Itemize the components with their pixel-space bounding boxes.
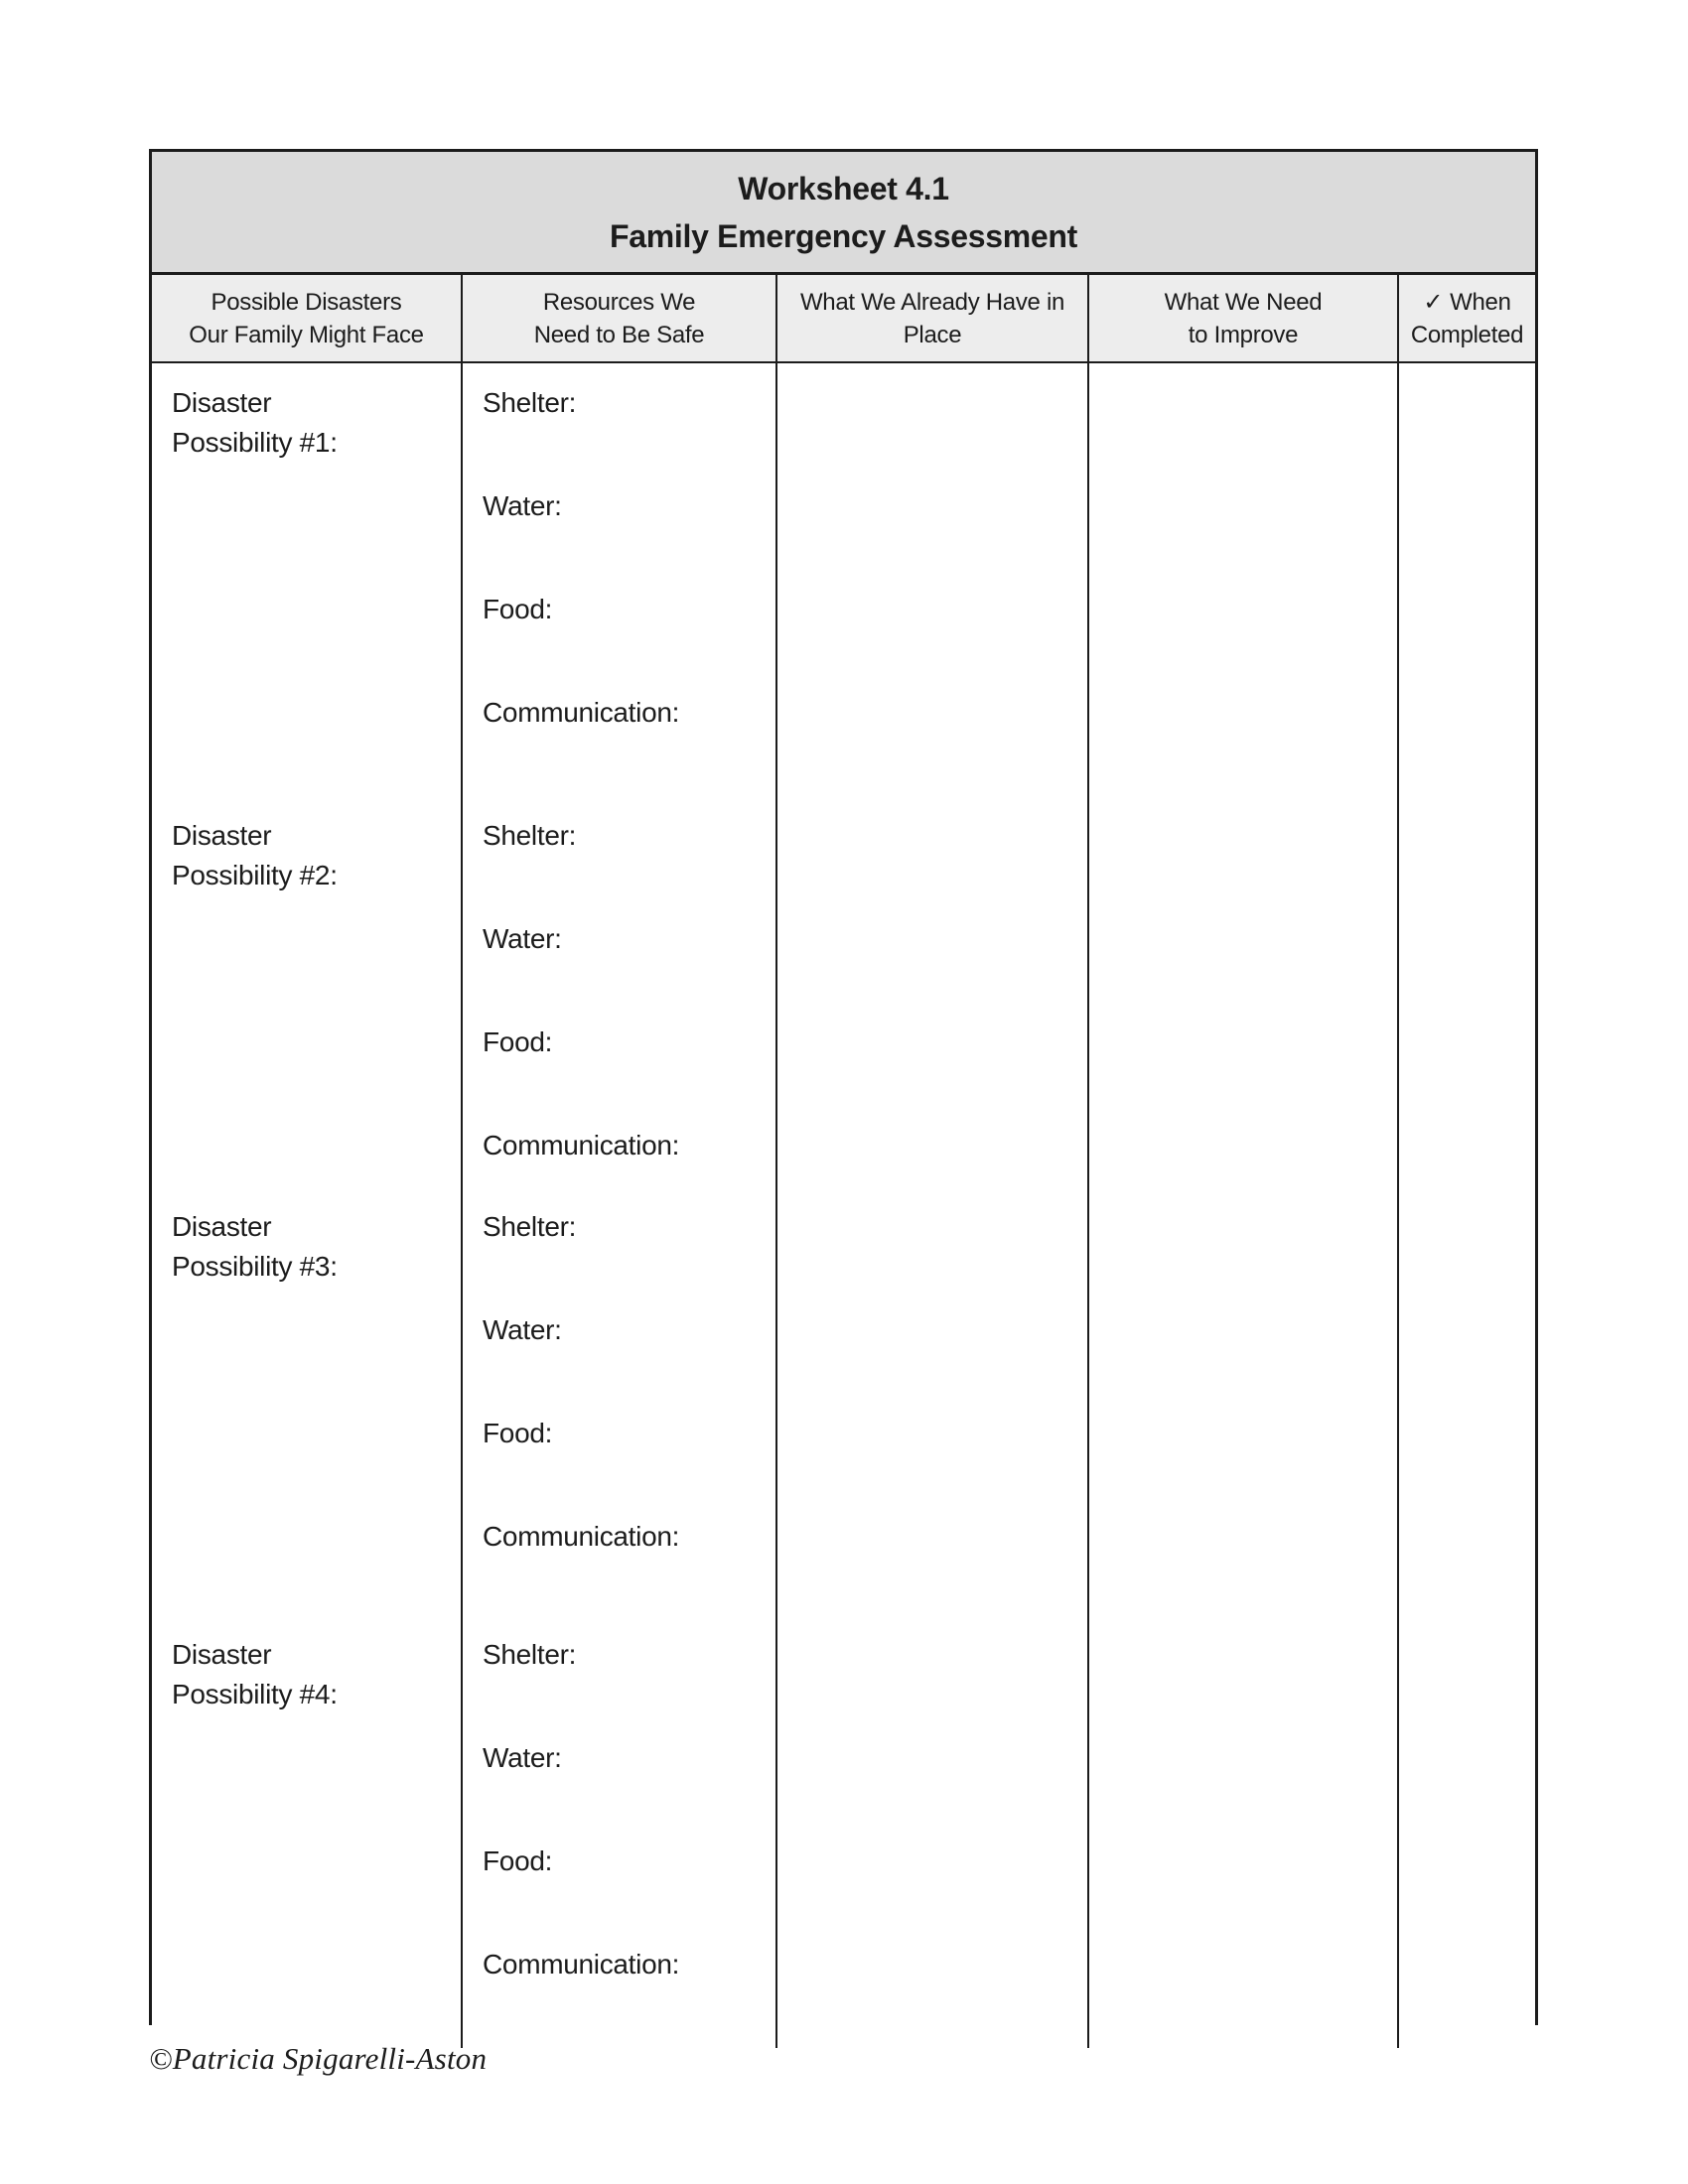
when-completed-blank-cell-1 (1399, 363, 1535, 798)
header-line: Possible Disasters (211, 288, 402, 316)
table-row-disaster-3 (152, 1187, 1535, 1615)
header-line (1423, 286, 1510, 319)
need-to-improve-blank-cell-1 (1089, 363, 1399, 798)
header-line: When (1450, 288, 1511, 316)
when-completed-blank-cell-2 (1399, 796, 1535, 1231)
water-label: Water: (483, 1314, 562, 1345)
table-row-disaster-2 (152, 796, 1535, 1187)
header-line: to Improve (1188, 321, 1299, 348)
need-to-improve-blank-cell-3 (1089, 1187, 1399, 1622)
column-header-when-completed (1399, 275, 1535, 363)
disaster-label-line: Disaster (172, 1639, 272, 1670)
food-label: Food: (483, 1026, 553, 1057)
communication-label: Communication: (483, 1521, 680, 1552)
resources-cell-3 (463, 1187, 777, 1622)
resources-cell-4 (463, 1615, 777, 2048)
column-header-already-have (777, 275, 1089, 363)
worksheet-number-title: Worksheet 4.1 (738, 170, 949, 206)
column-header-row (152, 275, 1535, 363)
header-line: What We Already Have in (799, 288, 1065, 316)
column-header-possible-disasters (152, 275, 463, 363)
header-line: Completed (1410, 321, 1524, 348)
water-label: Water: (483, 490, 562, 521)
disaster-label-cell-1 (152, 363, 463, 798)
shelter-label: Shelter: (483, 1211, 577, 1242)
header-line: Need to Be Safe (533, 321, 705, 348)
disaster-label-line: Disaster (172, 387, 272, 418)
when-completed-blank-cell-3 (1399, 1187, 1535, 1622)
disaster-label-line: Possibility #2: (172, 860, 338, 890)
resources-cell-2 (463, 796, 777, 1231)
when-completed-blank-cell-4 (1399, 1615, 1535, 2048)
header-line: Place (903, 321, 962, 348)
need-to-improve-blank-cell-4 (1089, 1615, 1399, 2048)
header-line: What We Need (1164, 288, 1323, 316)
disaster-label-line: Possibility #3: (172, 1251, 338, 1282)
disaster-label-line: Possibility #4: (172, 1679, 338, 1709)
header-line: Resources We (542, 288, 696, 316)
water-label: Water: (483, 1742, 562, 1773)
disaster-label-cell-2 (152, 796, 463, 1231)
already-have-blank-cell-1 (777, 363, 1089, 798)
communication-label: Communication: (483, 1130, 680, 1160)
shelter-label: Shelter: (483, 387, 577, 418)
already-have-blank-cell-3 (777, 1187, 1089, 1622)
communication-label: Communication: (483, 1949, 680, 1979)
column-header-resources-needed (463, 275, 777, 363)
shelter-label: Shelter: (483, 820, 577, 851)
title-bar (152, 152, 1535, 275)
water-label: Water: (483, 923, 562, 954)
shelter-label: Shelter: (483, 1639, 577, 1670)
disaster-label-line: Possibility #1: (172, 427, 338, 458)
worksheet-name-title: Family Emergency Assessment (610, 217, 1077, 254)
worksheet-table (149, 149, 1538, 2025)
checkmark-icon: ✓ (1423, 288, 1444, 316)
communication-label: Communication: (483, 697, 680, 728)
disaster-label-line: Disaster (172, 1211, 272, 1242)
column-header-need-to-improve (1089, 275, 1399, 363)
table-row-disaster-4 (152, 1615, 1535, 2048)
disaster-label-cell-4 (152, 1615, 463, 2048)
disaster-label-line: Disaster (172, 820, 272, 851)
already-have-blank-cell-4 (777, 1615, 1089, 2048)
food-label: Food: (483, 1845, 553, 1876)
already-have-blank-cell-2 (777, 796, 1089, 1231)
food-label: Food: (483, 1418, 553, 1448)
table-row-disaster-1 (152, 363, 1535, 796)
header-line: Our Family Might Face (189, 321, 424, 348)
disaster-label-cell-3 (152, 1187, 463, 1622)
need-to-improve-blank-cell-2 (1089, 796, 1399, 1231)
copyright-credit: ©Patricia Spigarelli-Aston (149, 2041, 488, 2076)
food-label: Food: (483, 594, 553, 624)
resources-cell-1 (463, 363, 777, 798)
